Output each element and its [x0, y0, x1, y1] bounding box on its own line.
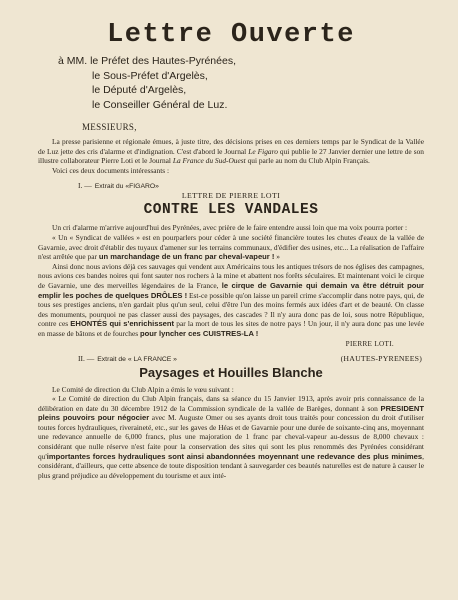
journal-name: La France du Sud-Ouest: [172, 156, 246, 166]
section-subtitle: LETTRE DE PIERRE LOTI: [181, 191, 281, 201]
section-2-paragraph: « Le Comité de direction du Club Alpin français, dans sa séance du 15 Janvier 1913, après avoir pris connaissance de la délibération en date du 30 décembre 1912 de la Commission syndicale de la vallée de Barèges, donnant à son PRESIDENT pleins pouvoirs pour négocier avec M. Auguste Omer ou ses ayants droit tous traités pour concession du droit d'utiliser toutes forces hydrauliques, riveraineté, etc., sur les gaves de Héas et de Gavarnie pour une durée de soixante-cinq ans, moyennant une redevance annuelle de 6,000 francs, plus une majoration de 1 franc par cheval-vapeur au-dessus de 8,000 chevaux : considérant que nulle réserve n'est faite pour la conservation des sites qui sont les plus renommés des Pyrénées considérant qu'importantes forces hydrauliques sont ainsi abandonnées moyennant une redevance des plus minimes, considérant, d'ailleurs, que cette absence de toute disposition tendant à sauvegarder ces beautés naturelles est de nature à causer le plus grand préjudice au développement du tourisme et aux inté-: [38, 394, 424, 480]
section-1-header: [38, 181, 424, 190]
section-1-paragraph: « Un « Syndicat de vallées » est en pourparlers pour céder à une société financière toutes les chutes d'eaux de la vallée de Gavarnie, avec droit d'établir des tuyaux d'amener sur les terrains communaux, d'édifier des usines, etc... La réalisation de l'affaire n'est arrêtée que par un marchandage de un franc par cheval-vapeur ! »: [38, 232, 424, 262]
addressee-line: le Député d'Argelès,: [92, 84, 187, 96]
intro-paragraph: La presse parisienne et régionale émues, à juste titre, des décisions prises en ces derniers temps par le Syndicat de la Vallée de Luz jette des cris d'alarme et d'indignation. C'est d'abord le Journal Le Figaro qui publie le 27 Janvier dernier une lettre de son illustre collaborateur Pierre Loti et le Journal La France du Sud-Ouest qui parle au nom du Club Alpin Français.: [38, 137, 424, 166]
section-source: Extrait du «FIGARO»: [94, 183, 159, 191]
signature: PIERRE LOTI.: [345, 339, 394, 348]
section-2-paragraph: Le Comité de direction du Club Alpin a émis le vœu suivant :: [52, 384, 234, 394]
addressee-list: [58, 54, 424, 112]
section-1-heading: CONTRE LES VANDALES: [143, 202, 319, 219]
addressee-line: le Conseiller Général de Luz.: [92, 98, 228, 111]
addressee-line: le Sous-Préfet d'Argelès,: [92, 69, 208, 82]
section-number: II. —: [78, 353, 95, 363]
addressee-line: à MM. le Préfet des Hautes-Pyrénées,: [58, 55, 236, 67]
section-region: (HAUTES-PYRENEES): [340, 353, 422, 363]
section-1-paragraph: Ainsi donc nous avions déjà ces sauvages qui vendent aux Américains tous les antiques trésors de nos églises des campagnes, nous avions ces bandes noires qui font sauter nos rochers à la mine et abattent nos forêts séculaires. Et maintenant voici le cirque de Gavarnie, une des merveilles légendaires de la France, le cirque de Gavarnie qui demain va être détruit pour emplir les poches de quelques DRÔLES ! Est-ce possible qu'on laisse un pareil crime s'accomplir dans notre pays, qui, de tous ses prestiges anciens, n'en gardait plus qu'un seul, celui d'être l'un des moins fermés aux idées d'art et de beauté. On classe des monuments, pourquoi ne pas classer aussi des paysages, des cascades ? Il n'y aura donc pas de loi, sous notre République, contre ces EHONTÉS qui s'enrichissent par la mort de tous les sites de notre pays ! Un jour, il n'y aura donc pas une levée en masse de bâtons et de fourches pour lyncher ces CUISTRES-LA !: [38, 261, 424, 338]
journal-name: Le Figaro: [248, 146, 278, 156]
section-1-paragraph: Un cri d'alarme m'arrive aujourd'hui des Pyrénées, avec prière de le faire entendre aussi loin que ma voix pourra porter :: [52, 223, 408, 233]
intro-paragraph: Voici ces deux documents intéressants :: [52, 165, 170, 175]
letter-title: Lettre Ouverte: [107, 20, 355, 50]
section-2-header: [38, 354, 424, 363]
salutation: MESSIEURS,: [82, 122, 137, 132]
section-source: Extrait de « LA FRANCE »: [97, 355, 177, 363]
section-number: I. —: [78, 181, 92, 191]
section-2-heading: Paysages et Houilles Blanche: [139, 364, 323, 380]
